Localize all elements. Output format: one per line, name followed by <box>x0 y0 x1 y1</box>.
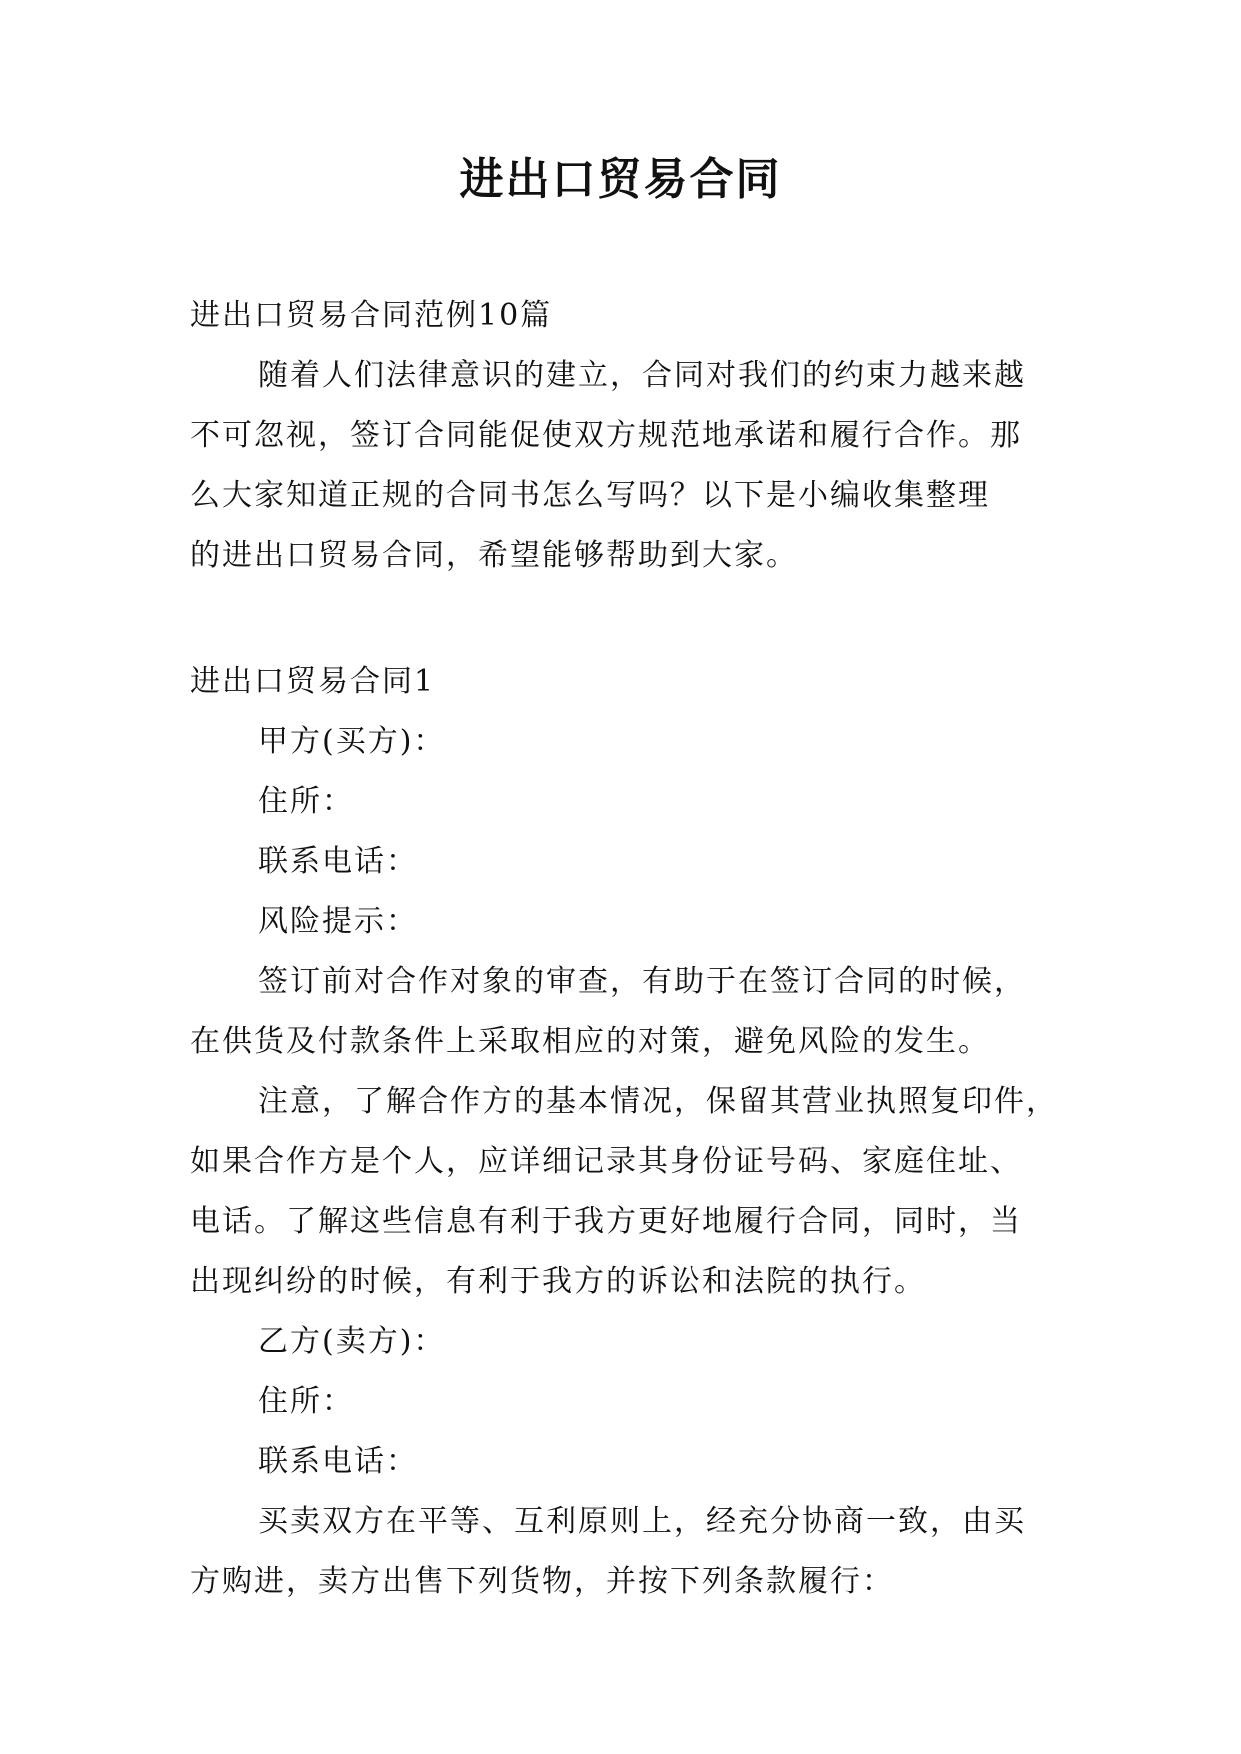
party-a-address-label: 住所： <box>258 784 354 819</box>
party-a-phone-label: 联系电话： <box>258 844 418 879</box>
spacer <box>190 586 1070 652</box>
document-title: 进出口贸易合同 <box>459 154 782 205</box>
risk-paragraph-line: 签订前对合作对象的审查，有助于在签订合同的时候， <box>258 964 1026 999</box>
note-paragraph-line: 如果合作方是个人，应详细记录其身份证号码、家庭住址、 <box>190 1144 1022 1179</box>
party-b-address-label: 住所： <box>258 1384 354 1419</box>
agreement-paragraph-line: 方购进，卖方出售下列货物，并按下列条款履行： <box>190 1564 894 1599</box>
risk-paragraph-line: 在供货及付款条件上采取相应的对策，避免风险的发生。 <box>190 1024 990 1059</box>
note-paragraph-line: 注意，了解合作方的基本情况，保留其营业执照复印件， <box>258 1084 1058 1119</box>
intro-paragraph-line: 么大家知道正规的合同书怎么写吗？以下是小编收集整理 <box>190 478 990 513</box>
party-a-label: 甲方(买方)： <box>258 724 446 759</box>
agreement-paragraph-line: 买卖双方在平等、互利原则上，经充分协商一致，由买 <box>258 1504 1026 1539</box>
contract-heading: 进出口贸易合同1 <box>190 664 436 699</box>
intro-paragraph-line: 不可忽视，签订合同能促使双方规范地承诺和履行合作。那 <box>190 418 1022 453</box>
note-paragraph-line: 出现纠纷的时候，有利于我方的诉讼和法院的执行。 <box>190 1264 926 1299</box>
section-heading: 进出口贸易合同范例10篇 <box>190 298 553 333</box>
party-b-label: 乙方(卖方)： <box>258 1324 446 1359</box>
document-body <box>190 286 1070 1612</box>
note-paragraph-line: 电话。了解这些信息有利于我方更好地履行合同，同时，当 <box>190 1204 1022 1239</box>
party-b-phone-label: 联系电话： <box>258 1444 418 1479</box>
intro-paragraph-line: 随着人们法律意识的建立，合同对我们的约束力越来越 <box>258 358 1026 393</box>
risk-notice-label: 风险提示： <box>258 904 418 939</box>
intro-paragraph-line: 的进出口贸易合同，希望能够帮助到大家。 <box>190 538 798 573</box>
